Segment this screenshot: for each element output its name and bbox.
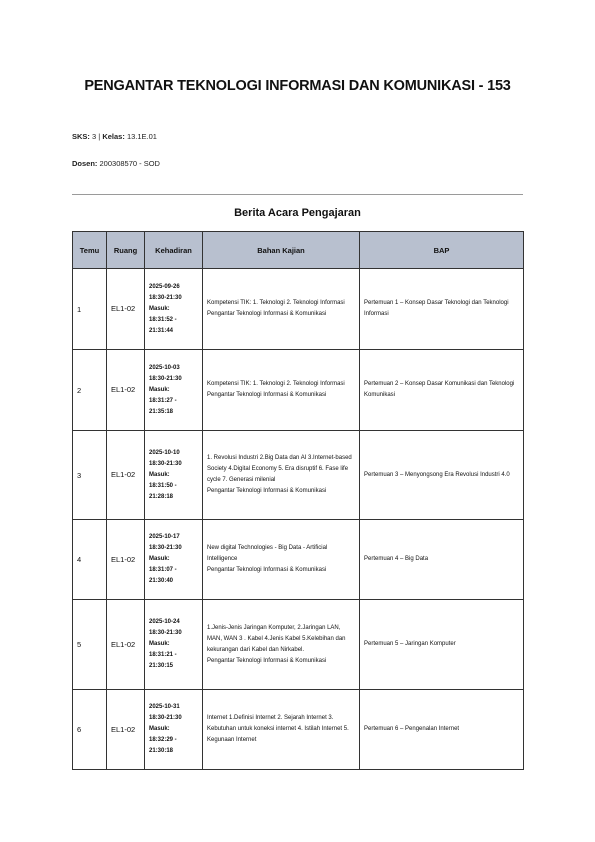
kehadiran-line: 21:30:40 [149,578,174,584]
kehadiran-line: 18:31:27 - [149,397,177,404]
kehadiran-line: 18:30-21:30 [149,545,182,551]
kehadiran-line: 18:31:52 - [149,316,177,323]
cell-bap: Pertemuan 2 – Konsep Dasar Komunikasi dan Teknologi Komunikasi [360,350,524,431]
cell-ruang: EL1-02 [107,520,145,600]
cell-kehadiran [145,350,203,431]
kehadiran-line: 2025-10-17 [149,534,180,540]
dosen-label: Dosen: [72,159,98,168]
kehadiran-line: 2025-10-31 [149,704,180,710]
header-kehadiran: Kehadiran [145,232,203,269]
kehadiran-line: 18:31:07 - [149,567,177,573]
kehadiran-line: Masuk: [149,471,170,478]
cell-kehadiran [145,431,203,520]
bahan-kajian-line: Pengantar Teknologi Informasi & Komunikasi [207,657,327,664]
kehadiran-line: Masuk: [149,641,170,647]
table-row [73,600,524,690]
table-body [73,269,524,770]
table-row [73,269,524,350]
bahan-kajian-line: Internet 1.Definisi Internet 2. Sejarah Internet 3. Kebutuhan untuk koneksi internet 4. Istilah Internet 5. Kegunaan Internet [207,715,349,743]
cell-bap: Pertemuan 4 – Big Data [360,520,524,600]
table-row [73,520,524,600]
bahan-kajian-line: 1.Jenis-Jenis Jaringan Komputer, 2.Jaringan LAN, MAN, WAN 3 . Kabel 4.Jenis Kabel 5.Kelebihan dan kekurangan dari Kabel dan Nirkabel. [207,624,346,653]
kehadiran-line: Masuk: [149,305,170,312]
kehadiran-line: 2025-10-10 [149,449,180,456]
course-title: PENGANTAR TEKNOLOGI INFORMASI DAN KOMUNIKASI - 153 [84,78,511,94]
cell-bahan-kajian [203,269,360,350]
kehadiran-line: 21:30:18 [149,748,174,754]
table-row [73,431,524,520]
bahan-kajian-line: Pengantar Teknologi Informasi & Komunikasi [207,392,327,398]
cell-kehadiran [145,690,203,770]
kehadiran-line: 18:30-21:30 [149,460,182,467]
table-row [73,350,524,431]
cell-bahan-kajian [203,431,360,520]
header-bap: BAP [360,232,524,269]
cell-kehadiran [145,520,203,600]
kelas-label: Kelas: [102,132,125,141]
kehadiran-line: 21:31:44 [149,327,174,334]
cell-temu: 5 [73,600,107,690]
sks-label: SKS: [72,132,90,141]
bahan-kajian-line: Kompetensi TIK: 1. Teknologi 2. Teknologi Informasi [207,300,345,306]
cell-bap: Pertemuan 5 – Jaringan Komputer [360,600,524,690]
cell-ruang: EL1-02 [107,350,145,431]
cell-bap: Pertemuan 6 – Pengenalan Internet [360,690,524,770]
info-separator: | [98,132,101,141]
cell-bahan-kajian [203,520,360,600]
cell-bahan-kajian [203,350,360,431]
bahan-kajian-line: Pengantar Teknologi Informasi & Komunikasi [207,311,327,317]
teaching-record-table [72,231,524,770]
kelas-value: 13.1E.01 [126,132,157,141]
cell-temu: 4 [73,520,107,600]
kehadiran-line: 21:30:15 [149,663,174,669]
bahan-kajian-line: New digital Technologies - Big Data - Artificial Intelligence [207,545,328,562]
kehadiran-line: 2025-10-24 [149,619,180,625]
table-row [73,690,524,770]
cell-bahan-kajian [203,600,360,690]
cell-ruang: EL1-02 [107,600,145,690]
cell-temu: 1 [73,269,107,350]
kehadiran-line: Masuk: [149,386,170,393]
section-title: Berita Acara Pengajaran [234,207,361,219]
table-header-row [73,232,524,269]
kehadiran-line: 18:32:29 - [149,737,177,743]
kehadiran-line: 21:35:18 [149,408,174,415]
bahan-kajian-line: Kompetensi TIK: 1. Teknologi 2. Teknologi Informasi [207,381,345,387]
cell-temu: 6 [73,690,107,770]
bahan-kajian-line: 1. Revolusi Industri 2.Big Data dan AI 3.Internet-based Society 4.Digital Economy 5. Era disruptif 6. Fase life cycle 7. Generasi milenial [207,455,352,483]
kehadiran-line: 2025-09-26 [149,283,180,290]
kehadiran-line: 18:30-21:30 [149,294,182,301]
course-info-line [72,132,157,141]
header-ruang: Ruang [107,232,145,269]
lecturer-line [72,159,160,168]
cell-ruang: EL1-02 [107,690,145,770]
kehadiran-line: 18:31:21 - [149,652,177,658]
kehadiran-line: 18:30-21:30 [149,375,182,382]
cell-ruang: EL1-02 [107,431,145,520]
kehadiran-line: Masuk: [149,726,170,732]
header-bahan-kajian: Bahan Kajian [203,232,360,269]
cell-bap: Pertemuan 1 – Konsep Dasar Teknologi dan Teknologi Informasi [360,269,524,350]
header-temu: Temu [73,232,107,269]
sks-value: 3 [92,132,97,141]
kehadiran-line: 21:28:18 [149,493,174,500]
cell-kehadiran [145,600,203,690]
kehadiran-line: Masuk: [149,556,170,562]
cell-ruang: EL1-02 [107,269,145,350]
bahan-kajian-line: Pengantar Teknologi Informasi & Komunikasi [207,567,327,573]
cell-kehadiran [145,269,203,350]
cell-temu: 2 [73,350,107,431]
kehadiran-line: 18:30-21:30 [149,715,182,721]
cell-bahan-kajian [203,690,360,770]
kehadiran-line: 2025-10-03 [149,364,180,371]
bahan-kajian-line: Pengantar Teknologi Informasi & Komunikasi [207,488,327,494]
kehadiran-line: 18:31:50 - [149,482,177,489]
cell-temu: 3 [73,431,107,520]
cell-bap: Pertemuan 3 – Menyongsong Era Revolusi Industri 4.0 [360,431,524,520]
dosen-value: 200308570 - SOD [99,159,160,168]
kehadiran-line: 18:30-21:30 [149,630,182,636]
divider [72,194,523,195]
